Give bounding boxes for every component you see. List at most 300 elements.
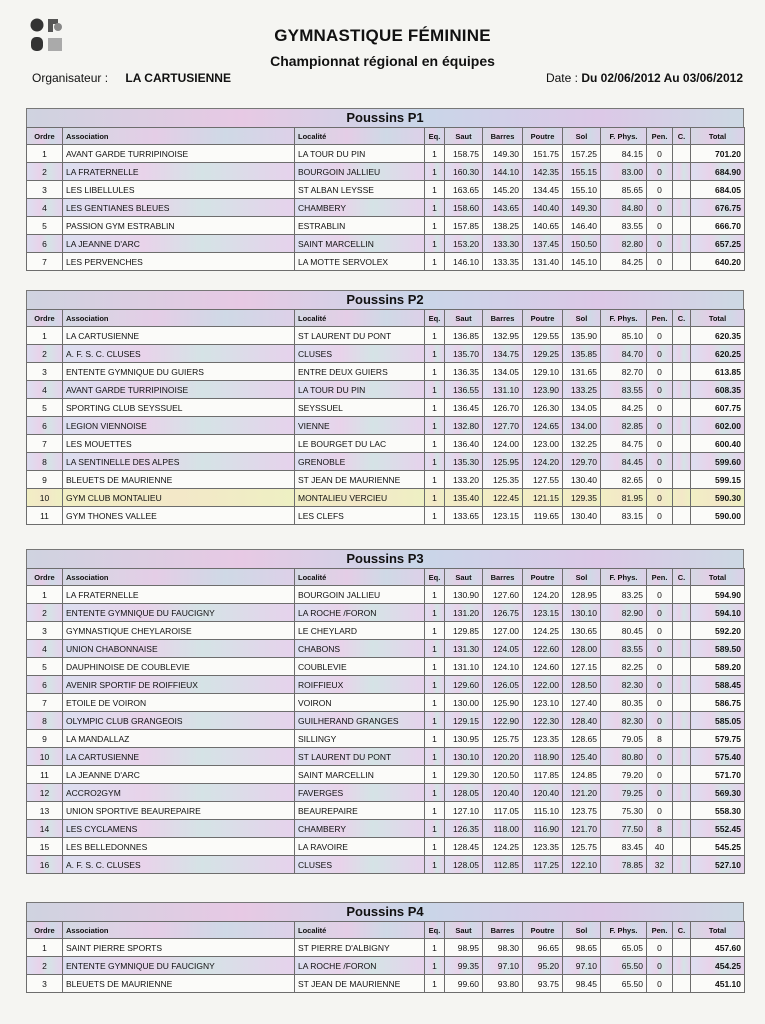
cell-sol: 150.50 — [563, 235, 601, 253]
cell-f-phys: 84.70 — [601, 345, 647, 363]
cell-barres: 126.05 — [483, 676, 523, 694]
cell-penalite: 0 — [647, 181, 673, 199]
cell-association: LA FRATERNELLE — [63, 163, 295, 181]
cell-total: 657.25 — [691, 235, 745, 253]
column-header-ordre: Ordre — [27, 922, 63, 939]
cell-c — [673, 199, 691, 217]
table-header-row — [27, 922, 745, 939]
cell-ordre: 7 — [27, 435, 63, 453]
cell-saut: 99.35 — [445, 957, 483, 975]
cell-equipe: 1 — [425, 748, 445, 766]
cell-sol: 132.25 — [563, 435, 601, 453]
cell-localite: GRENOBLE — [295, 453, 425, 471]
column-header-f-phys: F. Phys. — [601, 128, 647, 145]
cell-ordre: 4 — [27, 640, 63, 658]
page-subtitle: Championnat régional en équipes — [270, 53, 495, 69]
cell-localite: BOURGOIN JALLIEU — [295, 586, 425, 604]
cell-equipe: 1 — [425, 489, 445, 507]
cell-ordre: 2 — [27, 345, 63, 363]
cell-f-phys: 82.90 — [601, 604, 647, 622]
cell-ordre: 5 — [27, 399, 63, 417]
cell-sol: 145.10 — [563, 253, 601, 271]
cell-barres: 93.80 — [483, 975, 523, 993]
cell-barres: 133.35 — [483, 253, 523, 271]
cell-ordre: 3 — [27, 181, 63, 199]
cell-association: AVANT GARDE TURRIPINOISE — [63, 381, 295, 399]
cell-total: 579.75 — [691, 730, 745, 748]
cell-ordre: 7 — [27, 694, 63, 712]
cell-total: 640.20 — [691, 253, 745, 271]
table-row — [27, 345, 745, 363]
cell-total: 684.05 — [691, 181, 745, 199]
cell-poutre: 123.35 — [523, 838, 563, 856]
cell-c — [673, 327, 691, 345]
cell-poutre: 129.25 — [523, 345, 563, 363]
cell-localite: VOIRON — [295, 694, 425, 712]
cell-c — [673, 363, 691, 381]
column-header-sol: Sol — [563, 922, 601, 939]
cell-barres: 120.50 — [483, 766, 523, 784]
cell-poutre: 122.00 — [523, 676, 563, 694]
cell-equipe: 1 — [425, 820, 445, 838]
cell-penalite: 0 — [647, 975, 673, 993]
cell-f-phys: 83.55 — [601, 640, 647, 658]
cell-barres: 124.00 — [483, 435, 523, 453]
cell-localite: ST PIERRE D'ALBIGNY — [295, 939, 425, 957]
cell-barres: 132.95 — [483, 327, 523, 345]
cell-equipe: 1 — [425, 784, 445, 802]
column-header-total: Total — [691, 310, 745, 327]
column-header-poutre: Poutre — [523, 569, 563, 586]
cell-localite: LA ROCHE /FORON — [295, 957, 425, 975]
cell-saut: 126.35 — [445, 820, 483, 838]
cell-penalite: 0 — [647, 658, 673, 676]
ranking-section — [26, 108, 744, 271]
cell-barres: 124.25 — [483, 838, 523, 856]
cell-equipe: 1 — [425, 802, 445, 820]
cell-total: 457.60 — [691, 939, 745, 957]
cell-total: 571.70 — [691, 766, 745, 784]
cell-penalite: 0 — [647, 327, 673, 345]
cell-association: LES PERVENCHES — [63, 253, 295, 271]
cell-association: LA CARTUSIENNE — [63, 327, 295, 345]
cell-penalite: 0 — [647, 453, 673, 471]
cell-localite: GUILHERAND GRANGES — [295, 712, 425, 730]
cell-total: 590.30 — [691, 489, 745, 507]
cell-penalite: 0 — [647, 766, 673, 784]
cell-localite: CHAMBERY — [295, 820, 425, 838]
cell-c — [673, 622, 691, 640]
column-header-equipe: Eq. — [425, 310, 445, 327]
cell-saut: 135.30 — [445, 453, 483, 471]
table-row — [27, 730, 745, 748]
cell-barres: 112.85 — [483, 856, 523, 874]
cell-association: ETOILE DE VOIRON — [63, 694, 295, 712]
cell-association: LA CARTUSIENNE — [63, 748, 295, 766]
cell-barres: 124.10 — [483, 658, 523, 676]
cell-sol: 98.65 — [563, 939, 601, 957]
cell-sol: 129.70 — [563, 453, 601, 471]
ranking-section — [26, 290, 744, 525]
cell-localite: CHABONS — [295, 640, 425, 658]
column-header-sol: Sol — [563, 310, 601, 327]
organizer — [32, 71, 231, 85]
cell-association: ENTENTE GYMNIQUE DU FAUCIGNY — [63, 957, 295, 975]
cell-penalite: 0 — [647, 586, 673, 604]
cell-localite: LA ROCHE /FORON — [295, 604, 425, 622]
cell-barres: 133.30 — [483, 235, 523, 253]
cell-c — [673, 163, 691, 181]
cell-saut: 128.05 — [445, 856, 483, 874]
cell-localite: CHAMBERY — [295, 199, 425, 217]
cell-f-phys: 83.00 — [601, 163, 647, 181]
cell-poutre: 134.45 — [523, 181, 563, 199]
cell-saut: 133.20 — [445, 471, 483, 489]
cell-poutre: 129.55 — [523, 327, 563, 345]
cell-penalite: 0 — [647, 507, 673, 525]
table-row — [27, 676, 745, 694]
cell-ordre: 10 — [27, 489, 63, 507]
cell-association: GYMNASTIQUE CHEYLAROISE — [63, 622, 295, 640]
cell-c — [673, 417, 691, 435]
cell-barres: 125.75 — [483, 730, 523, 748]
cell-association: AVANT GARDE TURRIPINOISE — [63, 145, 295, 163]
cell-c — [673, 694, 691, 712]
table-row — [27, 766, 745, 784]
cell-ordre: 7 — [27, 253, 63, 271]
cell-saut: 146.10 — [445, 253, 483, 271]
cell-f-phys: 84.25 — [601, 399, 647, 417]
ranking-table — [26, 568, 745, 874]
cell-saut: 132.80 — [445, 417, 483, 435]
cell-total: 585.05 — [691, 712, 745, 730]
table-row — [27, 181, 745, 199]
column-header-total: Total — [691, 922, 745, 939]
date-label: Date : — [545, 71, 578, 85]
cell-localite: VIENNE — [295, 417, 425, 435]
cell-penalite: 0 — [647, 489, 673, 507]
cell-barres: 126.75 — [483, 604, 523, 622]
column-header-ordre: Ordre — [27, 569, 63, 586]
table-row — [27, 604, 745, 622]
cell-penalite: 0 — [647, 363, 673, 381]
cell-equipe: 1 — [425, 235, 445, 253]
cell-f-phys: 80.45 — [601, 622, 647, 640]
cell-saut: 128.05 — [445, 784, 483, 802]
cell-poutre: 124.25 — [523, 622, 563, 640]
column-header-penalite: Pen. — [647, 569, 673, 586]
table-row — [27, 975, 745, 993]
column-header-ordre: Ordre — [27, 128, 63, 145]
cell-equipe: 1 — [425, 145, 445, 163]
table-row — [27, 586, 745, 604]
cell-barres: 145.20 — [483, 181, 523, 199]
cell-equipe: 1 — [425, 975, 445, 993]
cell-f-phys: 83.55 — [601, 217, 647, 235]
cell-poutre: 142.35 — [523, 163, 563, 181]
cell-penalite: 0 — [647, 417, 673, 435]
cell-association: LA SENTINELLE DES ALPES — [63, 453, 295, 471]
cell-association: AVENIR SPORTIF DE ROIFFIEUX — [63, 676, 295, 694]
cell-c — [673, 766, 691, 784]
cell-f-phys: 81.95 — [601, 489, 647, 507]
cell-poutre: 124.20 — [523, 453, 563, 471]
column-header-c: C. — [673, 922, 691, 939]
cell-barres: 98.30 — [483, 939, 523, 957]
cell-equipe: 1 — [425, 766, 445, 784]
cell-localite: LA RAVOIRE — [295, 838, 425, 856]
column-header-association: Association — [63, 569, 295, 586]
cell-c — [673, 856, 691, 874]
cell-f-phys: 65.50 — [601, 957, 647, 975]
cell-saut: 133.65 — [445, 507, 483, 525]
cell-sol: 127.15 — [563, 658, 601, 676]
cell-saut: 130.90 — [445, 586, 483, 604]
cell-saut: 131.10 — [445, 658, 483, 676]
cell-sol: 155.15 — [563, 163, 601, 181]
cell-equipe: 1 — [425, 417, 445, 435]
cell-association: OLYMPIC CLUB GRANGEOIS — [63, 712, 295, 730]
column-header-c: C. — [673, 128, 691, 145]
cell-total: 569.30 — [691, 784, 745, 802]
cell-sol: 130.40 — [563, 507, 601, 525]
cell-total: 552.45 — [691, 820, 745, 838]
cell-sol: 135.85 — [563, 345, 601, 363]
cell-barres: 127.60 — [483, 586, 523, 604]
cell-barres: 125.90 — [483, 694, 523, 712]
table-row — [27, 838, 745, 856]
cell-f-phys: 65.50 — [601, 975, 647, 993]
column-header-penalite: Pen. — [647, 128, 673, 145]
cell-localite: ST ALBAN LEYSSE — [295, 181, 425, 199]
cell-sol: 128.65 — [563, 730, 601, 748]
cell-association: LA MANDALLAZ — [63, 730, 295, 748]
cell-penalite: 0 — [647, 957, 673, 975]
cell-saut: 136.55 — [445, 381, 483, 399]
cell-association: ACCRO2GYM — [63, 784, 295, 802]
cell-equipe: 1 — [425, 345, 445, 363]
table-row — [27, 802, 745, 820]
cell-f-phys: 82.70 — [601, 363, 647, 381]
cell-association: BLEUETS DE MAURIENNE — [63, 471, 295, 489]
cell-localite: SILLINGY — [295, 730, 425, 748]
table-row — [27, 217, 745, 235]
cell-sol: 129.35 — [563, 489, 601, 507]
cell-penalite: 0 — [647, 145, 673, 163]
cell-penalite: 0 — [647, 622, 673, 640]
cell-total: 589.20 — [691, 658, 745, 676]
column-header-total: Total — [691, 128, 745, 145]
cell-poutre: 131.40 — [523, 253, 563, 271]
ranking-table — [26, 309, 745, 525]
cell-penalite: 0 — [647, 163, 673, 181]
cell-ordre: 5 — [27, 658, 63, 676]
cell-barres: 126.70 — [483, 399, 523, 417]
cell-saut: 158.60 — [445, 199, 483, 217]
table-row — [27, 253, 745, 271]
cell-localite: ST LAURENT DU PONT — [295, 748, 425, 766]
cell-ordre: 2 — [27, 163, 63, 181]
cell-poutre: 120.40 — [523, 784, 563, 802]
cell-c — [673, 730, 691, 748]
column-header-f-phys: F. Phys. — [601, 310, 647, 327]
cell-saut: 131.30 — [445, 640, 483, 658]
cell-sol: 128.00 — [563, 640, 601, 658]
cell-total: 607.75 — [691, 399, 745, 417]
cell-poutre: 122.60 — [523, 640, 563, 658]
cell-equipe: 1 — [425, 694, 445, 712]
cell-f-phys: 77.50 — [601, 820, 647, 838]
cell-f-phys: 83.55 — [601, 381, 647, 399]
cell-equipe: 1 — [425, 939, 445, 957]
cell-penalite: 0 — [647, 199, 673, 217]
column-header-penalite: Pen. — [647, 310, 673, 327]
cell-total: 613.85 — [691, 363, 745, 381]
cell-localite: BOURGOIN JALLIEU — [295, 163, 425, 181]
cell-total: 676.75 — [691, 199, 745, 217]
cell-barres: 131.10 — [483, 381, 523, 399]
cell-c — [673, 471, 691, 489]
cell-barres: 125.95 — [483, 453, 523, 471]
cell-total: 586.75 — [691, 694, 745, 712]
cell-f-phys: 83.45 — [601, 838, 647, 856]
column-header-barres: Barres — [483, 128, 523, 145]
column-header-sol: Sol — [563, 128, 601, 145]
cell-total: 527.10 — [691, 856, 745, 874]
ranking-section — [26, 549, 744, 874]
cell-penalite: 0 — [647, 217, 673, 235]
cell-equipe: 1 — [425, 957, 445, 975]
cell-barres: 125.35 — [483, 471, 523, 489]
table-header-row — [27, 128, 745, 145]
cell-ordre: 3 — [27, 975, 63, 993]
cell-sol: 123.75 — [563, 802, 601, 820]
cell-localite: MONTALIEU VERCIEU — [295, 489, 425, 507]
cell-ordre: 3 — [27, 363, 63, 381]
cell-localite: ROIFFIEUX — [295, 676, 425, 694]
cell-c — [673, 604, 691, 622]
cell-localite: BEAUREPAIRE — [295, 802, 425, 820]
table-row — [27, 235, 745, 253]
cell-c — [673, 784, 691, 802]
table-row — [27, 163, 745, 181]
cell-penalite: 0 — [647, 640, 673, 658]
cell-saut: 129.60 — [445, 676, 483, 694]
event-date — [546, 71, 743, 85]
cell-equipe: 1 — [425, 327, 445, 345]
cell-f-phys: 79.25 — [601, 784, 647, 802]
cell-f-phys: 83.25 — [601, 586, 647, 604]
cell-penalite: 0 — [647, 604, 673, 622]
cell-poutre: 121.15 — [523, 489, 563, 507]
cell-barres: 127.00 — [483, 622, 523, 640]
cell-penalite: 0 — [647, 381, 673, 399]
organizer-value: LA CARTUSIENNE — [125, 71, 231, 85]
cell-sol: 128.50 — [563, 676, 601, 694]
cell-association: LES CYCLAMENS — [63, 820, 295, 838]
cell-poutre: 140.40 — [523, 199, 563, 217]
cell-localite: ESTRABLIN — [295, 217, 425, 235]
cell-f-phys: 84.25 — [601, 253, 647, 271]
cell-equipe: 1 — [425, 676, 445, 694]
cell-equipe: 1 — [425, 453, 445, 471]
column-header-saut: Saut — [445, 569, 483, 586]
cell-barres: 134.75 — [483, 345, 523, 363]
cell-poutre: 123.00 — [523, 435, 563, 453]
table-row — [27, 748, 745, 766]
section-title: Poussins P1 — [26, 108, 744, 127]
column-header-saut: Saut — [445, 310, 483, 327]
cell-saut: 136.40 — [445, 435, 483, 453]
cell-saut: 129.15 — [445, 712, 483, 730]
cell-sol: 157.25 — [563, 145, 601, 163]
cell-association: UNION CHABONNAISE — [63, 640, 295, 658]
cell-equipe: 1 — [425, 163, 445, 181]
cell-ordre: 11 — [27, 507, 63, 525]
cell-penalite: 0 — [647, 235, 673, 253]
column-header-localite: Localité — [295, 128, 425, 145]
cell-c — [673, 939, 691, 957]
cell-ordre: 9 — [27, 730, 63, 748]
table-row — [27, 363, 745, 381]
cell-sol: 130.65 — [563, 622, 601, 640]
column-header-sol: Sol — [563, 569, 601, 586]
cell-penalite: 40 — [647, 838, 673, 856]
table-row — [27, 327, 745, 345]
table-row — [27, 381, 745, 399]
cell-c — [673, 586, 691, 604]
table-row — [27, 694, 745, 712]
cell-poutre: 115.10 — [523, 802, 563, 820]
cell-total: 545.25 — [691, 838, 745, 856]
cell-poutre: 127.55 — [523, 471, 563, 489]
cell-ordre: 12 — [27, 784, 63, 802]
cell-penalite: 0 — [647, 784, 673, 802]
table-row — [27, 622, 745, 640]
table-row — [27, 658, 745, 676]
cell-poutre: 137.45 — [523, 235, 563, 253]
cell-association: LEGION VIENNOISE — [63, 417, 295, 435]
cell-ordre: 8 — [27, 453, 63, 471]
cell-saut: 157.85 — [445, 217, 483, 235]
cell-ordre: 1 — [27, 586, 63, 604]
cell-sol: 128.95 — [563, 586, 601, 604]
cell-penalite: 0 — [647, 694, 673, 712]
table-row — [27, 489, 745, 507]
cell-sol: 125.75 — [563, 838, 601, 856]
cell-c — [673, 453, 691, 471]
cell-equipe: 1 — [425, 253, 445, 271]
cell-equipe: 1 — [425, 586, 445, 604]
cell-c — [673, 712, 691, 730]
cell-association: ENTENTE GYMNIQUE DU GUIERS — [63, 363, 295, 381]
cell-equipe: 1 — [425, 199, 445, 217]
cell-barres: 118.00 — [483, 820, 523, 838]
cell-total: 451.10 — [691, 975, 745, 993]
cell-c — [673, 640, 691, 658]
cell-penalite: 0 — [647, 748, 673, 766]
cell-c — [673, 820, 691, 838]
cell-localite: LA TOUR DU PIN — [295, 145, 425, 163]
column-header-penalite: Pen. — [647, 922, 673, 939]
column-header-c: C. — [673, 569, 691, 586]
cell-ordre: 2 — [27, 604, 63, 622]
cell-barres: 97.10 — [483, 957, 523, 975]
ranking-table — [26, 921, 745, 993]
cell-association: LES MOUETTES — [63, 435, 295, 453]
cell-sol: 133.25 — [563, 381, 601, 399]
cell-association: GYM THONES VALLEE — [63, 507, 295, 525]
